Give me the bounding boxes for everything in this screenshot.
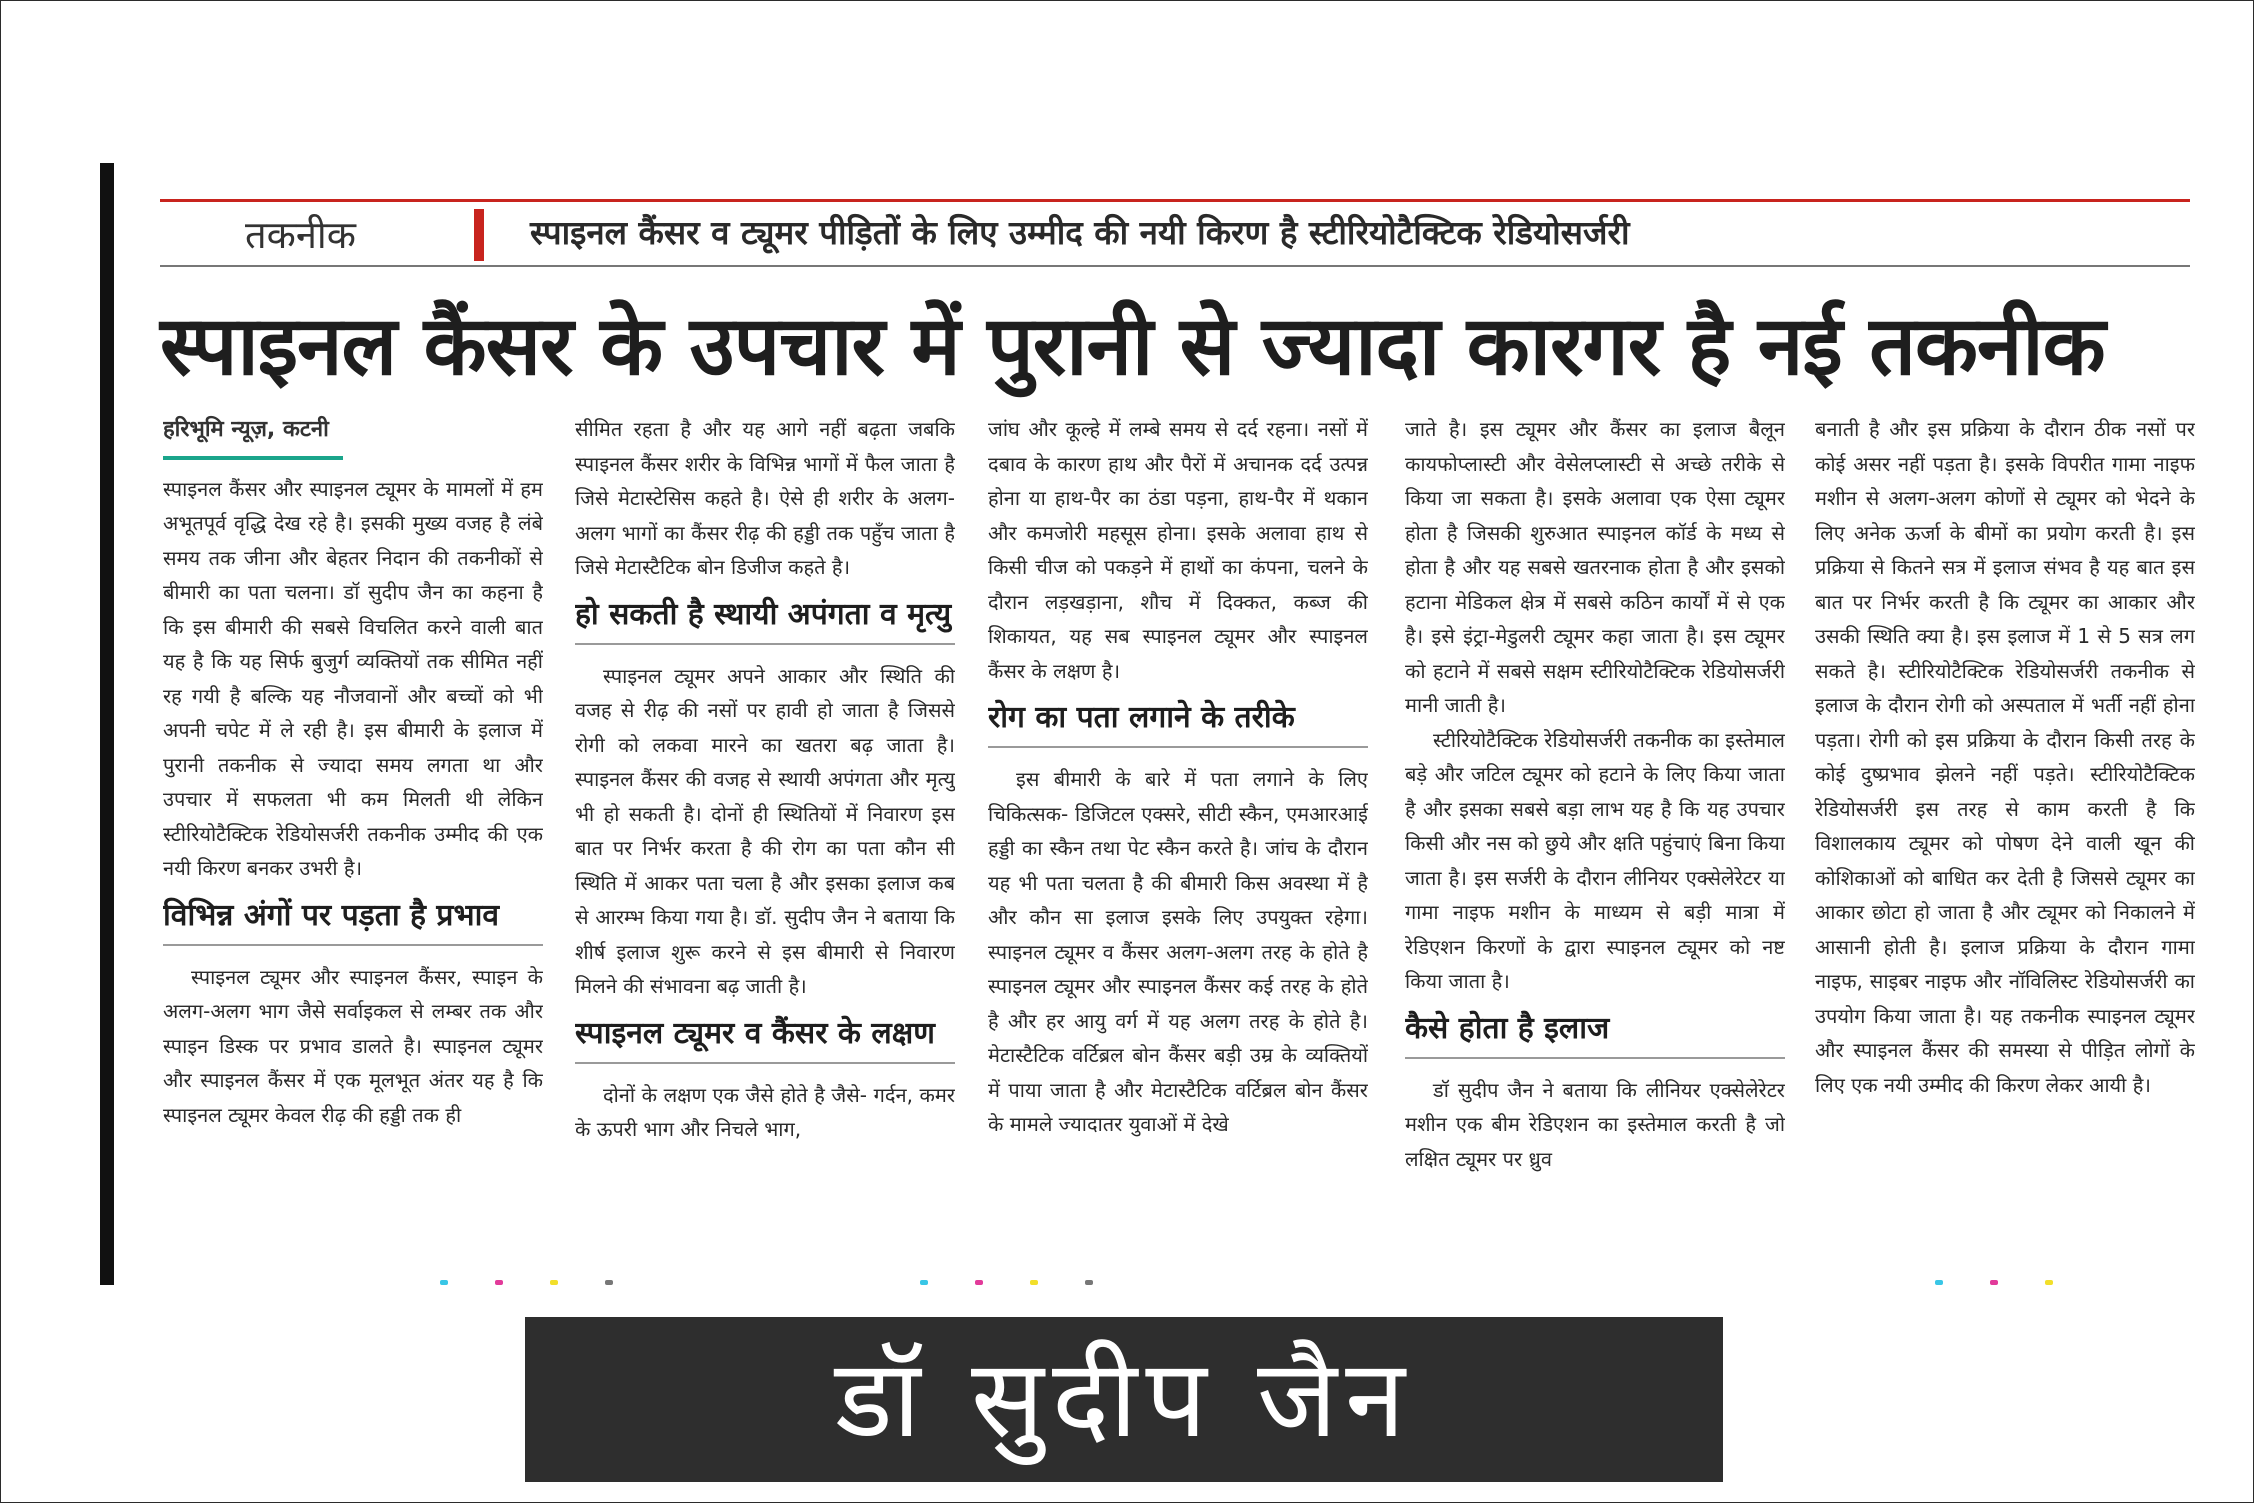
headline: स्पाइनल कैंसर के उपचार में पुरानी से ज्यादा कारगर है नई तकनीक <box>160 299 2105 394</box>
subheading: कैसे होता है इलाज <box>1405 1009 1785 1059</box>
registration-mark-yellow <box>1030 1280 1038 1285</box>
column-paragraph: डॉ सुदीप जैन ने बताया कि लीनियर एक्सेलेरेटर मशीन एक बीम रेडिएशन का इस्तेमाल करती है जो लक्षित ट्यूमर पर ध्रुव <box>1405 1077 1785 1171</box>
article-column-3 <box>988 412 1368 1242</box>
registration-mark-yellow <box>550 1280 558 1285</box>
column-paragraph: स्पाइनल ट्यूमर अपने आकार और स्थिति की वजह से रीढ़ की नसों पर हावी हो जाता है जिससे रोगी को लकवा मारने का खतरा बढ़ जाता है। स्पाइनल कैंसर की वजह से स्थायी अपंगता और मृत्यु भी हो सकती है। दोनों ही स्थितियों में निवारण इस बात पर निर्भर करता है की रोग का पता कौन सी स्थिति में आकर पता चला है और इसका इलाज कब से आरम्भ किया गया है। डॉ. सुदीप जैन ने बताया कि शीर्ष इलाज शुरू करने से इस बीमारी से निवारण मिलने की संभावना बढ़ जाती है। <box>575 663 955 998</box>
article-column-5 <box>1815 412 2195 1242</box>
article-column-1 <box>163 412 543 1242</box>
article-column-4 <box>1405 412 1785 1242</box>
column-paragraph: जांघ और कूल्हे में लम्बे समय से दर्द रहना। नसों में दबाव के कारण हाथ और पैरों में अचानक दर्द उत्पन्न होना या हाथ-पैर का ठंडा पड़ना, हाथ-पैर में थकान और कमजोरी महसूस होना। इसके अलावा हाथ से किसी चीज को पकड़ने में हाथों का कंपना, चलने के दौरान लड़खड़ाना, शौच में दिक्कत, कब्ज की शिकायत, यह सब स्पाइनल ट्यूमर और स्पाइनल कैंसर के लक्षण है। <box>988 417 1368 683</box>
column-paragraph: दोनों के लक्षण एक जैसे होते है जैसे- गर्दन, कमर के ऊपरी भाग और निचले भाग, <box>575 1082 955 1141</box>
subheading: विभिन्न अंगों पर पड़ता है प्रभाव <box>163 896 543 946</box>
column-paragraph: जाते है। इस ट्यूमर और कैंसर का इलाज बैलून कायफोप्लास्टी और वेसेलप्लास्टी से अच्छे तरीके से किया जा सकता है। इसके अलावा एक ऐसा ट्यूमर होता है जिसकी शुरुआत स्पाइनल कॉर्ड के मध्य से होता है और यह सबसे खतरनाक होता है और इसको हटाना मेडिकल क्षेत्र में सबसे कठिन कार्यों में से एक है। इसे इंट्रा-मेडुलरी ट्यूमर कहा जाता है। इस ट्यूमर को हटाने में सबसे सक्षम स्टीरियोटैक्टिक रेडियोसर्जरी मानी जाती है। <box>1405 417 1785 717</box>
tag-divider <box>474 209 484 261</box>
registration-mark-cyan <box>440 1280 448 1285</box>
caption-banner <box>525 1317 1723 1482</box>
column-paragraph: सीमित रहता है और यह आगे नहीं बढ़ता जबकि स्पाइनल कैंसर शरीर के विभिन्न भागों में फैल जाता है जिसे मेटास्टेसिस कहते है। ऐसे ही शरीर के अलग-अलग भागों का कैंसर रीढ़ की हड्डी तक पहुँच जाता है जिसे मेटास्टैटिक बोन डिजीज कहते है। <box>575 417 955 579</box>
top-red-rule <box>160 199 2190 202</box>
kicker-rule <box>160 265 2190 267</box>
column-paragraph: बनाती है और इस प्रक्रिया के दौरान ठीक नसों पर कोई असर नहीं पड़ता है। इसके विपरीत गामा नाइफ मशीन से अलग-अलग कोणों से ट्यूमर को भेदने के लिए अनेक ऊर्जा के बीमों का प्रयोग करती है। इस प्रक्रिया से कितने सत्र में इलाज संभव है यह बात इस बात पर निर्भर करती है कि ट्यूमर का आकार और उसकी स्थिति क्या है। इस इलाज में 1 से 5 सत्र लग सकते है। स्टीरियोटैक्टिक रेडियोसर्जरी तकनीक से इलाज के दौरान रोगी को अस्पताल में भर्ती नहीं होना पड़ता। रोगी को इस प्रक्रिया के दौरान किसी तरह के कोई दुष्प्रभाव झेलने नहीं पड़ते। स्टीरियोटैक्टिक रेडियोसर्जरी इस तरह से काम करती है कि विशालकाय ट्यूमर को पोषण देने वाली खून की कोशिकाओं को बाधित कर देती है जिससे ट्यूमर का आकार छोटा हो जाता है और ट्यूमर को निकालने में आसानी होती है। इलाज प्रक्रिया के दौरान गामा नाइफ, साइबर नाइफ और नॉविलिस्ट रेडियोसर्जरी का उपयोग किया जाता है। यह तकनीक स्पाइनल ट्यूमर और स्पाइनल कैंसर की समस्या से पीड़ित लोगों के लिए एक नयी उम्मीद की किरण लेकर आयी है। <box>1815 417 2195 1097</box>
byline: हरिभूमि न्यूज़, कटनी <box>163 413 343 460</box>
column-paragraph: स्पाइनल ट्यूमर और स्पाइनल कैंसर, स्पाइन के अलग-अलग भाग जैसे सर्वाइकल से लम्बर तक और स्पाइन डिस्क पर प्रभाव डालते है। स्पाइनल ट्यूमर और स्पाइनल कैंसर में एक मूलभूत अंतर यह है कि स्पाइनल ट्यूमर केवल रीढ़ की हड्डी तक ही <box>163 964 543 1127</box>
kicker-line: स्पाइनल कैंसर व ट्यूमर पीड़ितों के लिए उम्मीद की नयी किरण है स्टीरियोटैक्टिक रेडियोसर्जरी <box>530 213 1630 252</box>
article-column-2 <box>575 412 955 1242</box>
subheading: रोग का पता लगाने के तरीके <box>988 698 1368 748</box>
registration-mark-black <box>1085 1280 1093 1285</box>
caption-name: डॉ सुदीप जैन <box>834 1337 1414 1462</box>
column-paragraph: इस बीमारी के बारे में पता लगाने के लिए चिकित्सक- डिजिटल एक्सरे, सीटी स्कैन, एमआरआई हड्डी का स्कैन तथा पेट स्कैन करते है। जांच के दौरान यह भी पता चलता है की बीमारी किस अवस्था में है और कौन सा इलाज इसके लिए उपयुक्त रहेगा। स्पाइनल ट्यूमर व कैंसर अलग-अलग तरह के होते है स्पाइनल ट्यूमर और स्पाइनल कैंसर कई तरह के होते है और हर आयु वर्ग में यह अलग तरह के होते है। मेटास्टैटिक वर्टिब्रल बोन कैंसर बड़ी उम्र के व्यक्तियों में पाया जाता है और मेटास्टैटिक वर्टिब्रल बोन कैंसर के मामले ज्यादातर युवाओं में देखे <box>988 767 1368 1136</box>
registration-mark-magenta <box>975 1280 983 1285</box>
registration-mark-magenta <box>1990 1280 1998 1285</box>
registration-mark-yellow <box>2045 1280 2053 1285</box>
registration-mark-black <box>605 1280 613 1285</box>
registration-mark-cyan <box>920 1280 928 1285</box>
subheading: स्पाइनल ट्यूमर व कैंसर के लक्षण <box>575 1014 955 1064</box>
registration-mark-magenta <box>495 1280 503 1285</box>
registration-mark-cyan <box>1935 1280 1943 1285</box>
left-margin-bar <box>100 163 114 1285</box>
subheading: हो सकती है स्थायी अपंगता व मृत्यु <box>575 595 955 645</box>
section-tag: तकनीक <box>245 213 356 257</box>
print-registration-marks <box>0 1280 2254 1292</box>
column-paragraph: स्पाइनल कैंसर और स्पाइनल ट्यूमर के मामलों में हम अभूतपूर्व वृद्धि देख रहे है। इसकी मुख्य वजह है लंबे समय तक जीना और बेहतर निदान की तकनीकों से बीमारी का पता चलना। डॉ सुदीप जैन का कहना है कि इस बीमारी की सबसे विचलित करने वाली बात यह है कि यह सिर्फ बुजुर्ग व्यक्तियों तक सीमित नहीं रह गयी है बल्कि यह नौजवानों और बच्चों को भी अपनी चपेट में ले रही है। इस बीमारी के इलाज में पुरानी तकनीक से ज्यादा समय लगता था और उपचार में सफलता भी कम मिलती थी लेकिन स्टीरियोटैक्टिक रेडियोसर्जरी तकनीक उम्मीद की एक नयी किरण बनकर उभरी है। <box>163 476 543 880</box>
column-paragraph: स्टीरियोटैक्टिक रेडियोसर्जरी तकनीक का इस्तेमाल बड़े और जटिल ट्यूमर को हटाने के लिए किया जाता है और इसका सबसे बड़ा लाभ यह है कि यह उपचार किसी और नस को छुये और क्षति पहुंचाएं बिना किया जाता है। इस सर्जरी के दौरान लीनियर एक्सेलेरेटर या गामा नाइफ मशीन के माध्यम से बड़ी मात्रा में रेडिएशन किरणों के द्वारा स्पाइनल ट्यूमर को नष्ट किया जाता है। <box>1405 727 1785 993</box>
